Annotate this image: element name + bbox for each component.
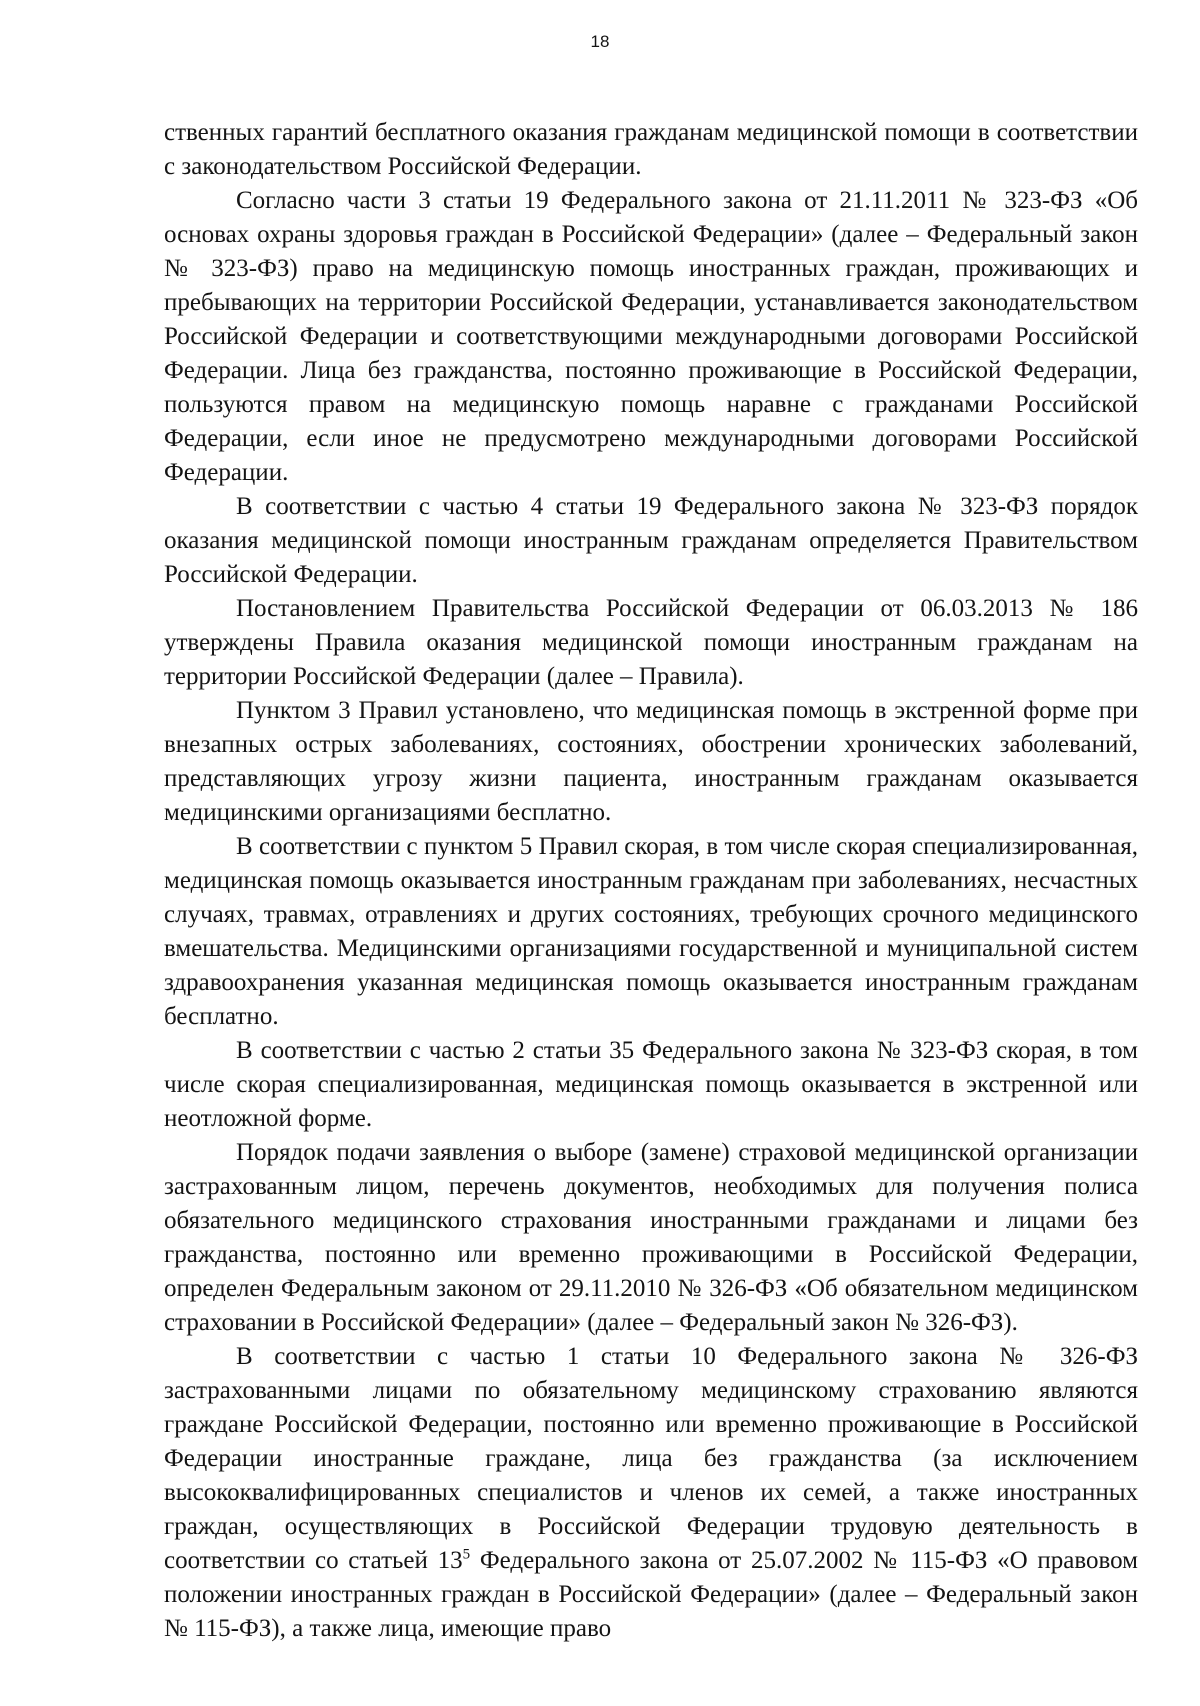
paragraph-rules-point-3: Пунктом 3 Правил установлено, что медицинская помощь в экстренной форме при внезапных острых заболеваниях, состояниях, обострении хронических заболеваний, представляющих угрозу жизни пациента, иностранным гражданам оказывается медицинскими организациями бесплатно.	[164, 697, 1138, 826]
superscript-article-number: 5	[462, 1546, 471, 1563]
paragraph-continuation: ственных гарантий бесплатного оказания гражданам медицинской помощи в соответствии с законодательством Российской Федерации.	[164, 119, 1138, 180]
paragraph-law-326-procedure: Порядок подачи заявления о выборе (замене) страховой медицинской организации застрахованным лицом, перечень документов, необходимых для получения полиса обязательного медицинского страхования иностранными гражданами и лицами без гражданства, постоянно или временно проживающими в Российской Федерации, определен Федеральным законом от 29.11.2010 № 326-ФЗ «Об обязательном медицинском страховании в Российской Федерации» (далее – Федеральный закон № 326-ФЗ).	[164, 1139, 1138, 1336]
paragraph-law-323-procedure: В соответствии с частью 4 статьи 19 Федерального закона № 323-ФЗ порядок оказания медицинской помощи иностранным гражданам определяется Правительством Российской Федерации.	[164, 493, 1138, 588]
paragraph-government-decree: Постановлением Правительства Российской Федерации от 06.03.2013 № 186 утверждены Правила оказания медицинской помощи иностранным гражданам на территории Российской Федерации (далее – Правила).	[164, 595, 1138, 690]
paragraph-rules-point-5: В соответствии с пунктом 5 Правил скорая, в том числе скорая специализированная, медицинская помощь оказывается иностранным гражданам при заболеваниях, несчастных случаях, травмах, отравлениях и других состояниях, требующих срочного медицинского вмешательства. Медицинскими организациями государственной и муниципальной систем здравоохранения указанная медицинская помощь оказывается иностранным гражданам бесплатно.	[164, 833, 1138, 1030]
paragraph-text-part-a: В соответствии с частью 1 статьи 10 Федерального закона № 326-ФЗ застрахованными лицами по обязательному медицинскому страхованию являются граждане Российской Федерации, постоянно или временно проживающие в Российской Федерации иностранные граждане, лица без гражданства (за исключением высококвалифицированных специалистов и членов их семей, а также иностранных граждан, осуществляющих в Российской Федерации трудовую деятельность в соответствии со статьей 13	[164, 1343, 1138, 1574]
paragraph-law-323-article-35: В соответствии с частью 2 статьи 35 Федерального закона № 323-ФЗ скорая, в том числе скорая специализированная, медицинская помощь оказывается в экстренной или неотложной форме.	[164, 1037, 1138, 1132]
paragraph-text-part-b: Федерального закона от 25.07.2002 № 115-ФЗ «О правовом положении иностранных граждан в Российской Федерации» (далее – Федеральный закон № 115-ФЗ), а также лица, имеющие право	[164, 1547, 1138, 1642]
document-body	[164, 116, 1138, 1646]
paragraph-law-326-insured-persons	[164, 1340, 1138, 1646]
page-number: 18	[590, 32, 610, 51]
paragraph-law-323-rights: Согласно части 3 статьи 19 Федерального закона от 21.11.2011 № 323-ФЗ «Об основах охраны здоровья граждан в Российской Федерации» (далее – Федеральный закон № 323-ФЗ) право на медицинскую помощь иностранных граждан, проживающих и пребывающих на территории Российской Федерации, устанавливается законодательством Российской Федерации и соответствующими международными договорами Российской Федерации. Лица без гражданства, постоянно проживающие в Российской Федерации, пользуются правом на медицинскую помощь наравне с гражданами Российской Федерации, если иное не предусмотрено международными договорами Российской Федерации.	[164, 187, 1138, 486]
